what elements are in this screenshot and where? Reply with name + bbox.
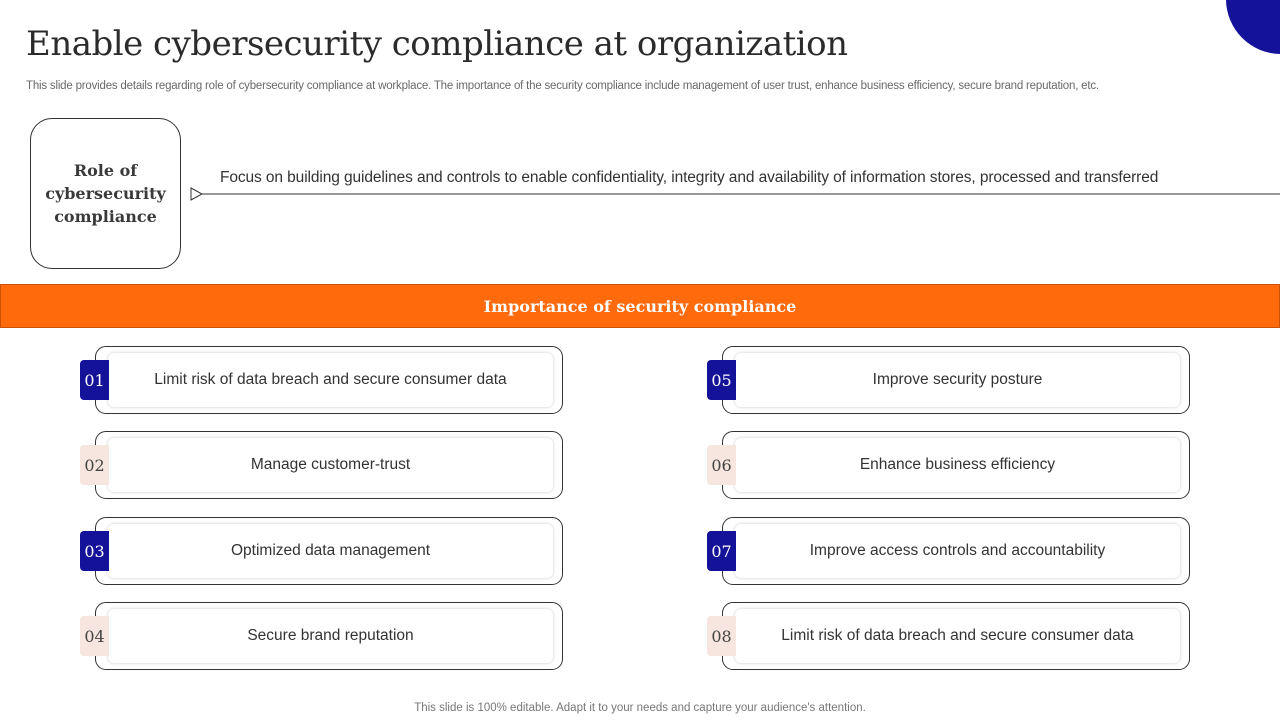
item-label: Enhance business efficiency xyxy=(859,456,1056,473)
page-title: Enable cybersecurity compliance at organization xyxy=(26,24,848,64)
list-item xyxy=(707,602,1175,670)
item-number-badge: 07 xyxy=(707,531,736,571)
list-item xyxy=(80,346,548,414)
list-item xyxy=(707,346,1175,414)
item-number-badge: 01 xyxy=(80,360,109,400)
list-item xyxy=(80,517,548,585)
importance-heading: Importance of security compliance xyxy=(483,296,797,316)
page-subtitle: This slide provides details regarding role of cybersecurity compliance at workplace. The importance of the security compliance include management of user trust, enhance business efficiency, secure brand reputation, etc. xyxy=(26,80,1099,92)
item-number-badge: 02 xyxy=(80,445,109,485)
item-card xyxy=(735,524,1180,578)
list-item xyxy=(80,602,548,670)
item-number-badge: 08 xyxy=(707,616,736,656)
item-card xyxy=(108,353,553,407)
footer-note: This slide is 100% editable. Adapt it to your needs and capture your audience's attention. xyxy=(414,702,866,714)
item-card xyxy=(735,609,1180,663)
item-number-badge: 06 xyxy=(707,445,736,485)
role-box xyxy=(30,118,181,269)
arrow-head-icon xyxy=(191,188,202,200)
item-label: Improve security posture xyxy=(872,371,1043,388)
role-label: Role of cybersecurity compliance xyxy=(45,161,166,226)
item-label: Secure brand reputation xyxy=(247,627,414,644)
item-label: Limit risk of data breach and secure consumer data xyxy=(154,371,507,388)
item-card xyxy=(108,438,553,492)
list-item xyxy=(707,517,1175,585)
item-label: Improve access controls and accountability xyxy=(809,542,1106,559)
connector-arrow xyxy=(190,186,1280,202)
importance-banner xyxy=(0,284,1280,328)
list-item xyxy=(707,431,1175,499)
list-item xyxy=(80,431,548,499)
item-number-badge: 04 xyxy=(80,616,109,656)
item-card xyxy=(735,353,1180,407)
item-card xyxy=(108,524,553,578)
item-label: Limit risk of data breach and secure consumer data xyxy=(781,627,1134,644)
item-card xyxy=(735,438,1180,492)
item-number-badge: 03 xyxy=(80,531,109,571)
role-description: Focus on building guidelines and controls to enable confidentiality, integrity and availability of information stores, processed and transferred xyxy=(220,169,1159,186)
item-number-badge: 05 xyxy=(707,360,736,400)
corner-decoration xyxy=(1226,0,1280,54)
item-card xyxy=(108,609,553,663)
item-label: Optimized data management xyxy=(230,542,431,559)
item-label: Manage customer-trust xyxy=(250,456,411,473)
